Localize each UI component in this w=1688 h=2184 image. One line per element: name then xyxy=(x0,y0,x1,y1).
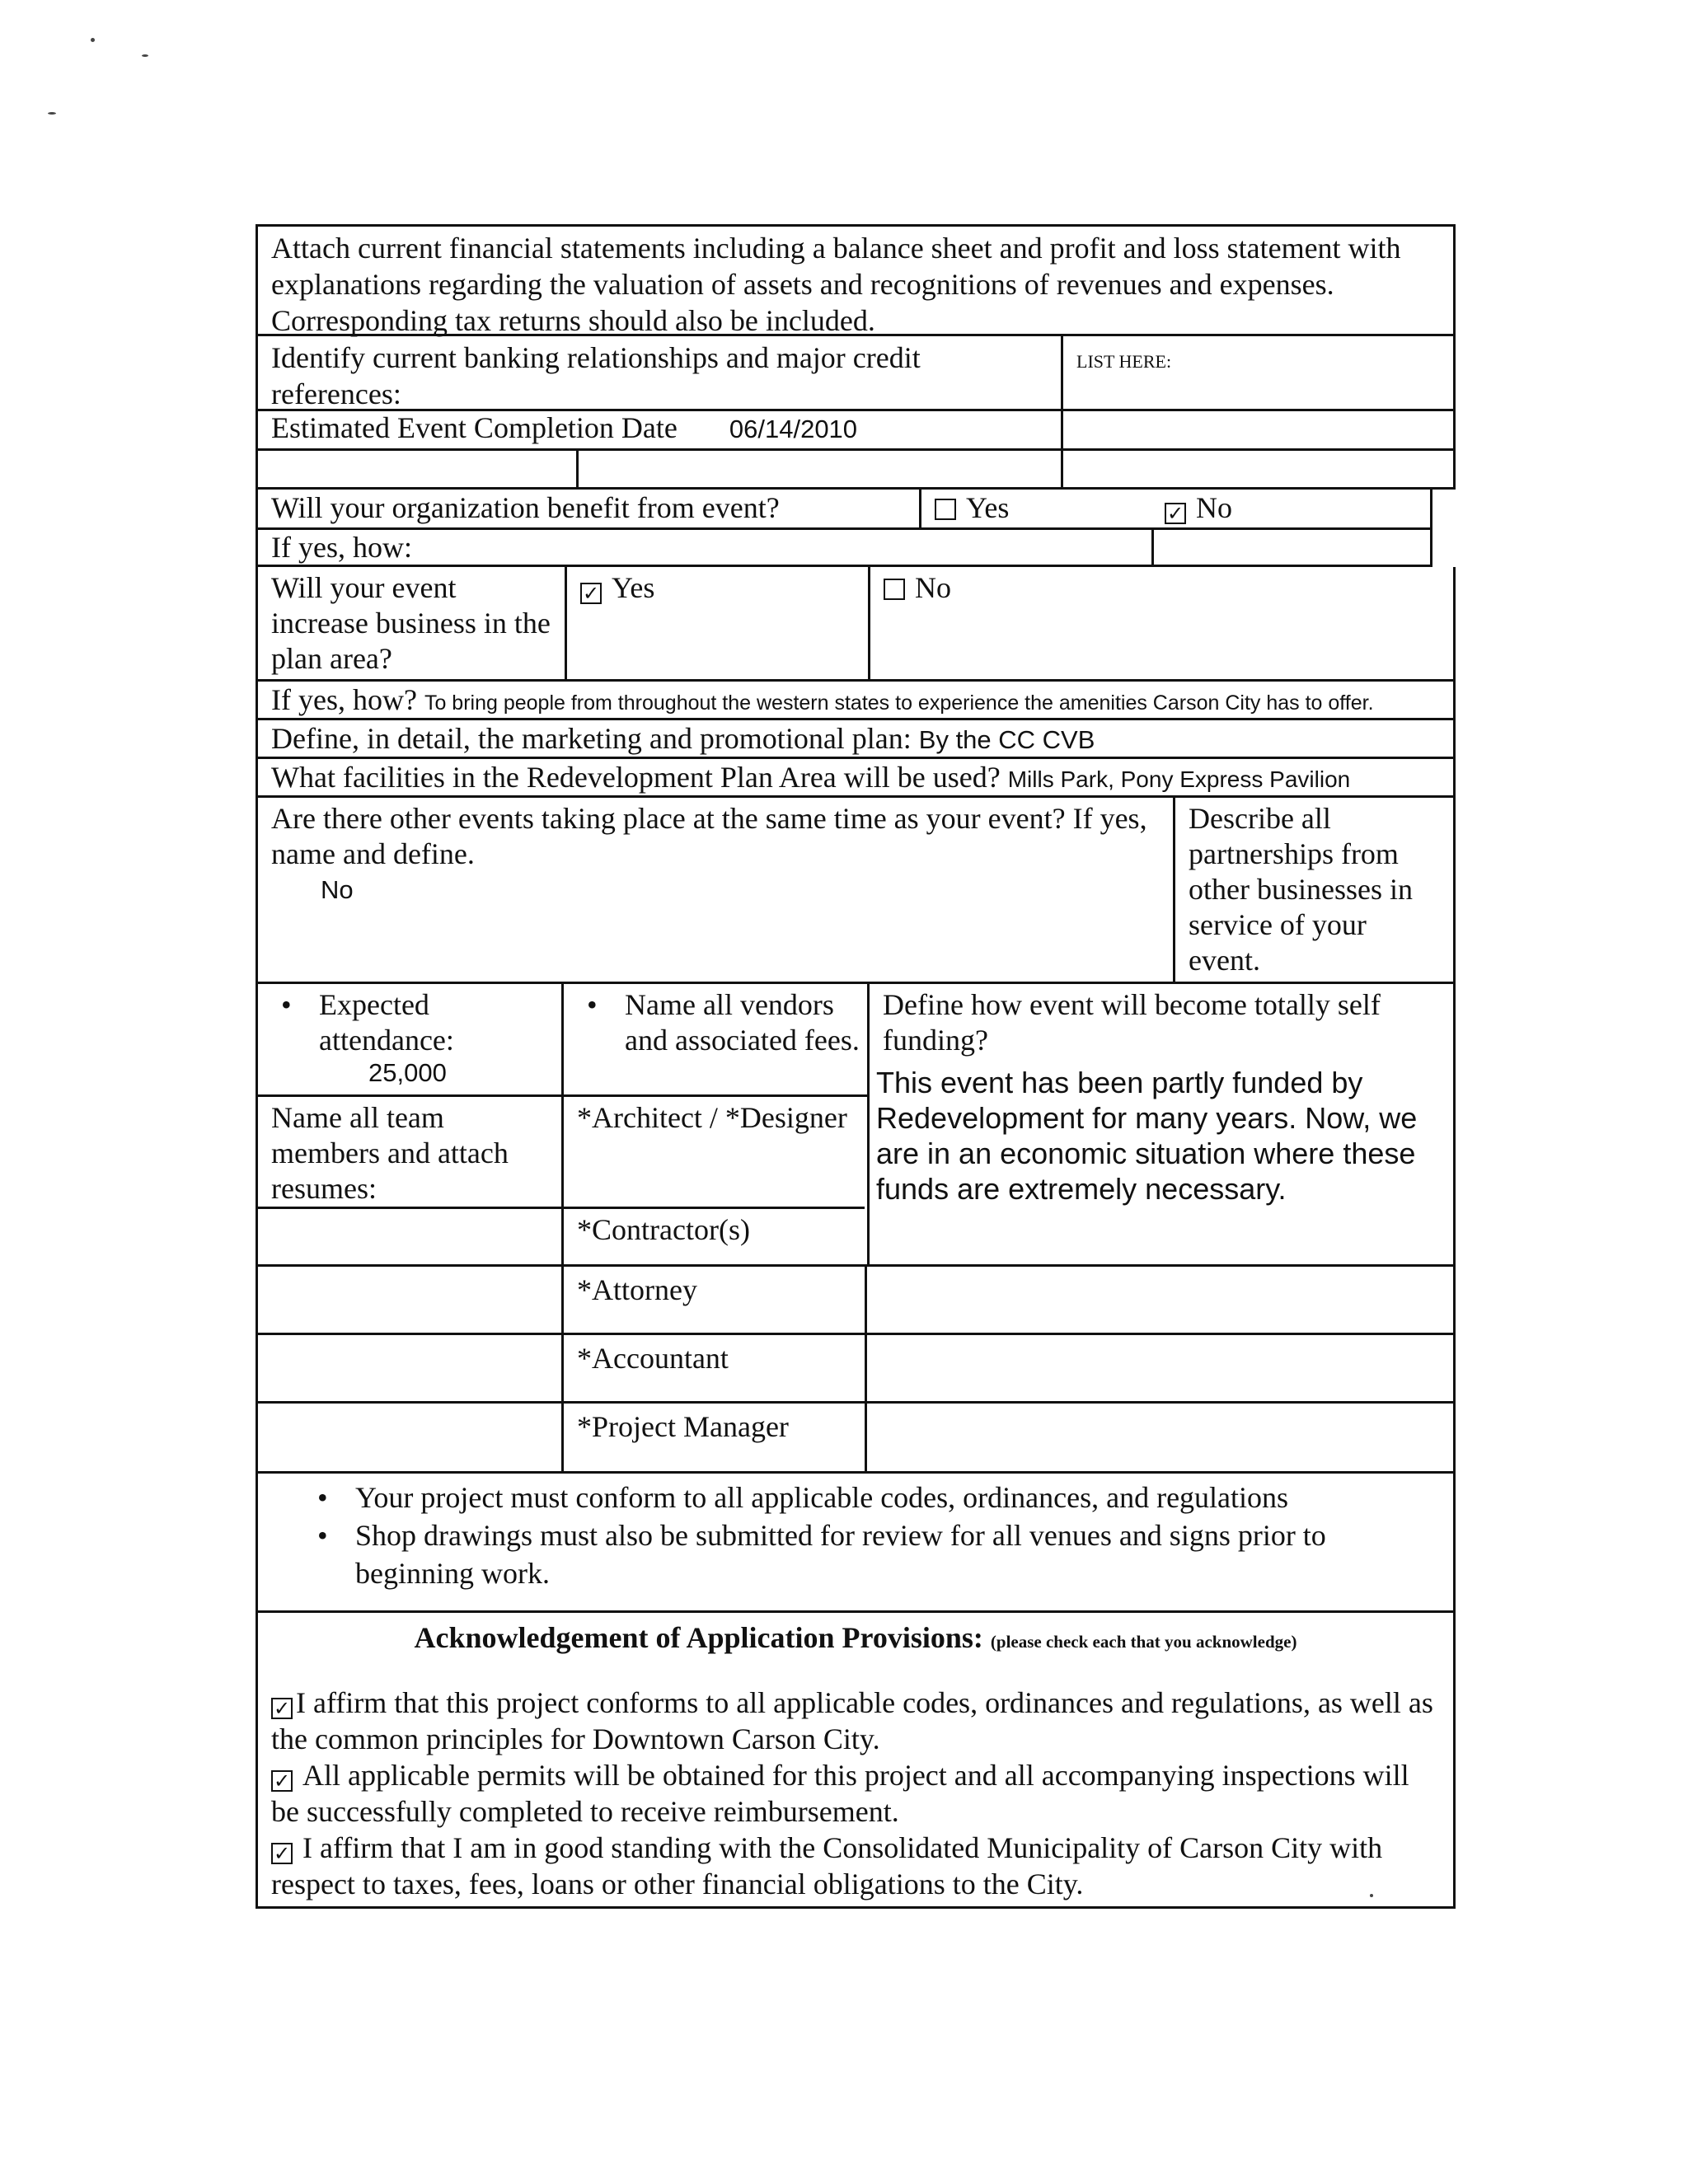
acknowledgement-title-text: Acknowledgement of Application Provisions: xyxy=(414,1621,983,1654)
org-benefit-no[interactable] xyxy=(1151,490,1430,527)
self-funding-value[interactable]: This event has been partly funded by Redevelopment for many years. Now, we are in an economic situation where these funds are extremely necessary. xyxy=(876,1066,1418,1206)
role-contractor: *Contractor(s) xyxy=(577,1213,750,1246)
increase-business-yes-label: Yes xyxy=(612,571,655,604)
other-events-label: Are there other events taking place at the same time as your event? If yes, name and define. xyxy=(271,802,1147,870)
org-benefit-row xyxy=(256,490,1432,530)
facilities-value[interactable]: Mills Park, Pony Express Pavilion xyxy=(1007,766,1351,792)
marketing-value[interactable]: By the CC CVB xyxy=(918,725,1095,754)
accountant-row xyxy=(256,1335,1456,1404)
attendance-value[interactable]: 25,000 xyxy=(368,1058,447,1087)
attendance-block xyxy=(256,984,1456,1267)
financial-text: Attach current financial statements including a balance sheet and profit and loss statement with explanations regarding the valuation of assets and recognitions of revenues and expenses. Corresponding tax returns should also be included. xyxy=(271,232,1401,337)
marketing-label: Define, in detail, the marketing and promotional plan: xyxy=(271,722,912,755)
list-here-label: LIST HERE: xyxy=(1076,351,1172,372)
attendance-label: • Expected attendance: xyxy=(271,987,548,1058)
role-accountant: *Accountant xyxy=(561,1335,865,1401)
role-project-manager: *Project Manager xyxy=(561,1404,865,1471)
facilities-label: What facilities in the Redevelopment Plan Area will be used? xyxy=(271,761,1001,794)
left-column xyxy=(258,984,561,1264)
blank-row xyxy=(256,451,1456,490)
completion-label: Estimated Event Completion Date xyxy=(271,411,678,444)
ack-item-text: I affirm that this project conforms to all applicable codes, ordinances and regulations, as well as the common principles for Downtown Carson City. xyxy=(271,1686,1433,1755)
project-manager-fee[interactable] xyxy=(865,1404,1453,1471)
increase-business-yes-checkbox[interactable]: ✓ xyxy=(580,583,602,604)
role-attorney: *Attorney xyxy=(561,1267,865,1333)
org-benefit-yes-checkbox[interactable] xyxy=(935,499,956,520)
blank-cell xyxy=(258,451,576,487)
financial-row xyxy=(256,224,1456,336)
org-benefit-how-label: If yes, how: xyxy=(271,531,412,564)
acknowledgement-title xyxy=(271,1619,1440,1660)
org-benefit-label: Will your organization benefit from event? xyxy=(271,491,780,524)
attorney-name[interactable] xyxy=(258,1267,561,1333)
increase-business-yes[interactable] xyxy=(565,567,868,679)
acknowledgement-note: (please check each that you acknowledge) xyxy=(990,1632,1297,1652)
ack-item xyxy=(271,1830,1440,1902)
vendors-cell xyxy=(564,984,867,1094)
requirement-item: • Shop drawings must also be submitted for review for all venues and signs prior to beginning work. xyxy=(307,1516,1440,1592)
team-label: Name all team members and attach resumes: xyxy=(258,1094,561,1204)
scan-speck xyxy=(91,38,95,42)
completion-date[interactable]: 06/14/2010 xyxy=(729,415,858,443)
facilities-row xyxy=(256,759,1456,798)
self-funding-cell xyxy=(867,984,1453,1264)
banking-label: Identify current banking relationships and major credit references: xyxy=(271,341,921,410)
banking-list-cell xyxy=(1061,336,1453,409)
accountant-fee[interactable] xyxy=(865,1335,1453,1401)
ack-checkbox[interactable]: ✓ xyxy=(271,1843,293,1864)
marketing-row xyxy=(256,720,1456,759)
increase-business-no-label: No xyxy=(915,571,951,604)
project-manager-row xyxy=(256,1404,1456,1474)
increase-business-how-row xyxy=(256,682,1456,720)
blank-cell xyxy=(576,451,1061,487)
completion-empty xyxy=(1061,411,1453,448)
ack-item xyxy=(271,1685,1440,1757)
vendors-label: • Name all vendors and associated fees. xyxy=(577,987,864,1058)
accountant-name[interactable] xyxy=(258,1335,561,1401)
increase-business-how-label: If yes, how? xyxy=(271,683,417,716)
org-benefit-yes[interactable] xyxy=(919,490,1151,527)
org-benefit-how-row xyxy=(256,530,1432,567)
increase-business-no[interactable] xyxy=(868,567,1453,679)
increase-business-how-cell xyxy=(258,682,1453,718)
increase-business-how-value[interactable]: To bring people from throughout the western states to experience the amenities Carson City has to offer. xyxy=(424,691,1374,715)
ack-item xyxy=(271,1757,1440,1830)
role-architect: *Architect / *Designer xyxy=(564,1094,869,1202)
acknowledgement-row xyxy=(256,1613,1456,1909)
ack-item-text: All applicable permits will be obtained for this project and all accompanying inspections will be successfully completed to receive reimbursement. xyxy=(271,1759,1409,1828)
org-benefit-yes-label: Yes xyxy=(966,491,1010,524)
project-manager-name[interactable] xyxy=(258,1404,561,1471)
org-benefit-no-checkbox[interactable]: ✓ xyxy=(1165,503,1186,524)
banking-row xyxy=(256,336,1456,411)
requirements-list xyxy=(258,1474,1453,1610)
attorney-row xyxy=(256,1267,1456,1335)
ack-checkbox[interactable]: ✓ xyxy=(271,1698,293,1719)
completion-cell xyxy=(258,411,1061,448)
other-events-row xyxy=(256,798,1456,984)
blank-cell xyxy=(1061,451,1453,487)
scan-speck xyxy=(48,112,56,115)
other-events-value[interactable]: No xyxy=(321,875,354,904)
attendance-cell xyxy=(258,984,561,1094)
requirements-row xyxy=(256,1474,1456,1613)
scan-speck xyxy=(142,54,148,57)
attorney-fee[interactable] xyxy=(865,1267,1453,1333)
requirement-item: • Your project must conform to all applicable codes, ordinances, and regulations xyxy=(307,1479,1440,1516)
contractor-cell xyxy=(564,1207,865,1264)
ack-checkbox[interactable]: ✓ xyxy=(271,1770,293,1792)
org-benefit-no-label: No xyxy=(1196,491,1232,524)
increase-business-label: Will your event increase business in the plan area? xyxy=(271,571,551,675)
facilities-cell xyxy=(258,759,1453,795)
partnerships-label: Describe all partnerships from other businesses in service of your event. xyxy=(1173,798,1453,982)
marketing-cell xyxy=(258,720,1453,757)
acknowledgement-cell xyxy=(258,1613,1453,1906)
other-events-cell xyxy=(258,798,1173,976)
increase-business-row xyxy=(256,567,1456,682)
org-benefit-how-value[interactable] xyxy=(1151,530,1430,565)
increase-business-no-checkbox[interactable] xyxy=(884,579,905,600)
application-form xyxy=(256,224,1456,1909)
self-funding-label: Define how event will become totally self funding? xyxy=(883,988,1381,1057)
completion-row xyxy=(256,411,1456,451)
ack-item-text: I affirm that I am in good standing with the Consolidated Municipality of Carson City with respect to taxes, fees, loans or other financial obligations to the City. xyxy=(271,1831,1383,1900)
